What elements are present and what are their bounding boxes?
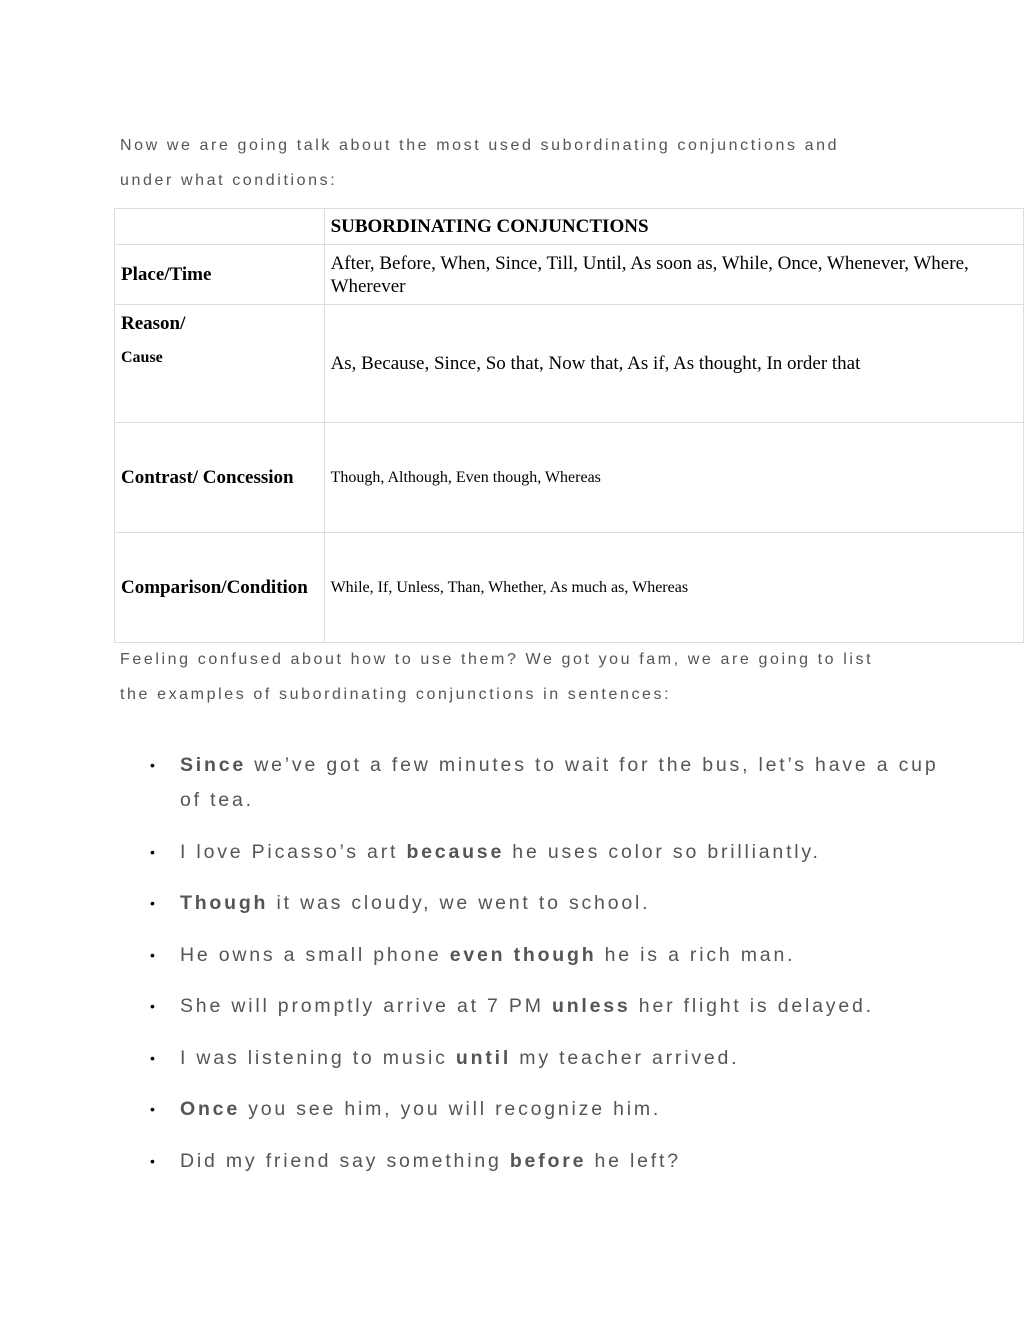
header-empty-cell xyxy=(115,209,325,245)
list-item xyxy=(150,938,960,973)
example-conjunction: because xyxy=(406,840,505,863)
table-header-row xyxy=(115,209,1024,245)
example-conjunction: before xyxy=(509,1149,587,1172)
table-row-reason-cause xyxy=(115,305,1024,423)
table-row-place-time xyxy=(115,245,1024,305)
examples-list xyxy=(120,748,960,1195)
example-text-before: I was listening to music xyxy=(180,1046,456,1069)
row-label-reason: Reason/ xyxy=(121,313,186,334)
examples-intro-paragraph xyxy=(120,642,920,712)
bullet-icon: • xyxy=(150,998,155,1014)
example-conjunction: Though xyxy=(180,892,269,914)
list-item xyxy=(150,835,960,870)
row-value-reason-cause: As, Because, Since, So that, Now that, As if, As thought, In order that xyxy=(324,305,1023,423)
example-text-after: it was cloudy, we went to school. xyxy=(268,892,651,914)
example-conjunction: even though xyxy=(449,943,597,966)
example-text-before: I love Picasso’s art xyxy=(180,840,407,863)
list-item xyxy=(150,1041,960,1076)
example-text-before: Did my friend say something xyxy=(180,1149,510,1172)
row-label-reason-cause xyxy=(115,305,325,423)
list-item xyxy=(150,989,960,1024)
examples-intro-line-1: Feeling confused about how to use them? We got you fam, we are going to list xyxy=(120,651,874,668)
bullet-icon: • xyxy=(150,1152,155,1169)
bullet-icon: • xyxy=(150,757,155,773)
bullet-icon: • xyxy=(150,1049,155,1066)
example-text-after: my teacher arrived. xyxy=(511,1046,740,1069)
example-conjunction: until xyxy=(455,1046,512,1069)
example-text-before: He owns a small phone xyxy=(180,943,450,966)
row-value-contrast-concession: Though, Although, Even though, Whereas xyxy=(324,423,1023,533)
example-conjunction: Since xyxy=(180,754,247,776)
example-text-after: we’ve got a few minutes to wait for the bus, let’s have a cup of tea. xyxy=(180,754,939,811)
example-conjunction: Once xyxy=(180,1098,240,1120)
intro-line-1: Now we are going talk about the most used subordinating conjunctions and xyxy=(120,137,840,154)
example-conjunction: unless xyxy=(552,995,631,1017)
examples-intro-line-2: the examples of subordinating conjunctions in sentences: xyxy=(120,686,672,703)
table-row-comparison-condition xyxy=(115,533,1024,643)
table-row-contrast-concession xyxy=(115,423,1024,533)
bullet-icon: • xyxy=(150,1101,155,1117)
row-value-place-time: After, Before, When, Since, Till, Until, As soon as, While, Once, Whenever, Where, Wherever xyxy=(324,245,1023,305)
example-text-after: you see him, you will recognize him. xyxy=(239,1098,662,1120)
intro-line-2: under what conditions: xyxy=(120,172,338,189)
example-text-after: he is a rich man. xyxy=(596,943,796,966)
row-value-comparison-condition: While, If, Unless, Than, Whether, As much as, Whereas xyxy=(324,533,1023,643)
conjunctions-table xyxy=(114,208,1024,643)
row-label-cause: Cause xyxy=(121,349,163,366)
row-label-contrast-concession: Contrast/ Concession xyxy=(115,423,325,533)
bullet-icon: • xyxy=(150,946,155,963)
example-text-after: he left? xyxy=(586,1149,681,1172)
example-text-after: her flight is delayed. xyxy=(630,995,874,1017)
list-item xyxy=(150,1144,960,1179)
header-subordinating-conjunctions: SUBORDINATING CONJUNCTIONS xyxy=(324,209,1023,245)
list-item xyxy=(150,1092,960,1127)
bullet-icon: • xyxy=(150,895,155,911)
row-label-comparison-condition: Comparison/Condition xyxy=(115,533,325,643)
example-text-before: She will promptly arrive at 7 PM xyxy=(180,995,552,1017)
intro-paragraph xyxy=(120,128,900,198)
example-text-after: he uses color so brilliantly. xyxy=(504,840,821,863)
list-item xyxy=(150,886,960,921)
list-item xyxy=(150,748,960,818)
row-label-place-time: Place/Time xyxy=(115,245,325,305)
bullet-icon: • xyxy=(150,843,155,860)
